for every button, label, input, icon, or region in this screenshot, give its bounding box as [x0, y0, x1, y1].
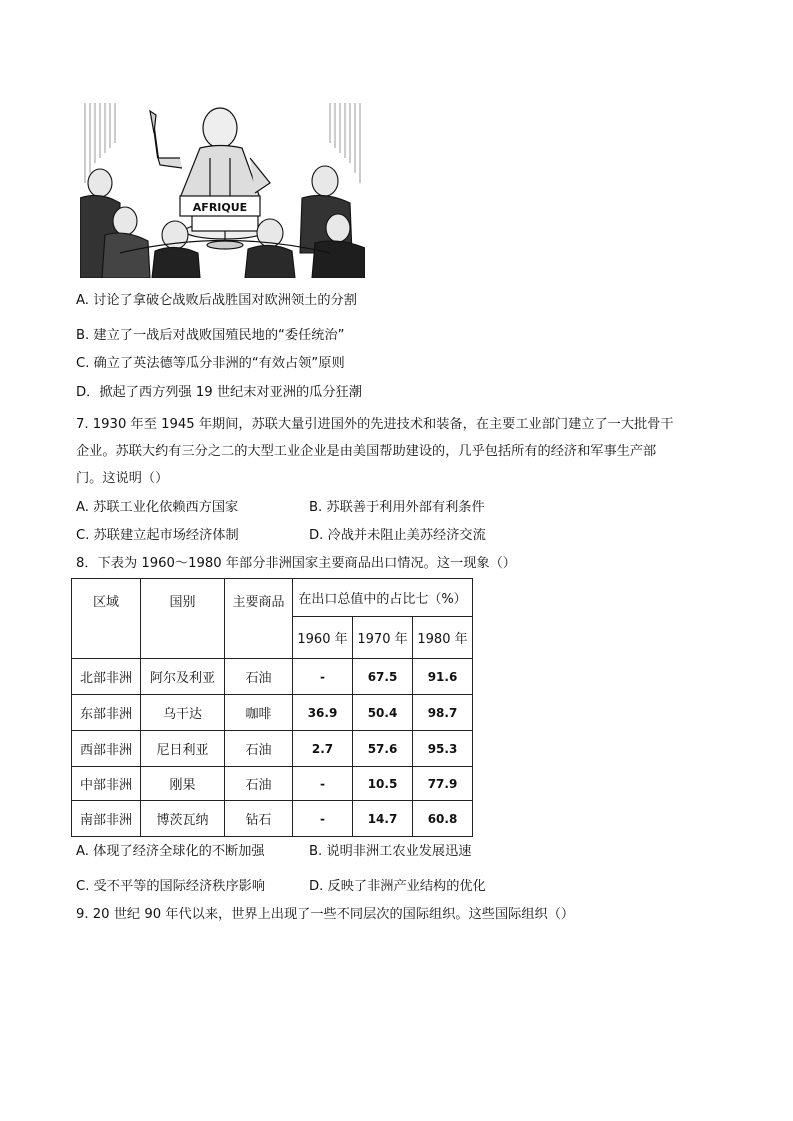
- cell-region: 南部非洲: [72, 801, 141, 837]
- q7-stem-line3: 门。这说明（）: [76, 471, 169, 486]
- header-year-1970: 1970 年: [353, 617, 413, 659]
- header-country: 国别: [141, 579, 225, 659]
- cell-country: 阿尔及利亚: [141, 659, 225, 695]
- cell-1970: 57.6: [353, 731, 413, 767]
- q7-stem-line1: 7. 1930 年至 1945 年期间，苏联大量引进国外的先进技术和装备，在主要工业部门建立了一大批骨干: [76, 417, 674, 432]
- q6-option-a: A. 讨论了拿破仑战败后战胜国对欧洲领土的分割: [76, 293, 357, 308]
- cartoon-illustration: [80, 103, 365, 278]
- export-share-table: [71, 578, 473, 837]
- cell-1980: 98.7: [413, 695, 473, 731]
- cell-country: 博茨瓦纳: [141, 801, 225, 837]
- cell-1980: 60.8: [413, 801, 473, 837]
- table-row: [72, 801, 473, 837]
- cell-country: 尼日利亚: [141, 731, 225, 767]
- q8-option-b: B. 说明非洲工农业发展迅速: [309, 844, 472, 859]
- q6-option-b: B. 建立了一战后对战败国殖民地的“委任统治”: [76, 328, 345, 343]
- table-row: [72, 731, 473, 767]
- header-commodity: 主要商品: [225, 579, 293, 659]
- cell-1980: 95.3: [413, 731, 473, 767]
- cell-commodity: 石油: [225, 659, 293, 695]
- q8-option-a: A. 体现了经济全球化的不断加强: [76, 844, 265, 859]
- cartoon-sign-text: AFRIQUE: [192, 201, 248, 214]
- cell-1960: -: [293, 767, 353, 801]
- cell-1960: -: [293, 801, 353, 837]
- cell-1970: 50.4: [353, 695, 413, 731]
- cell-commodity: 石油: [225, 731, 293, 767]
- q6-option-d: D．掀起了西方列强 19 世纪末对亚洲的瓜分狂潮: [76, 385, 362, 400]
- q7-option-c: C. 苏联建立起市场经济体制: [76, 528, 239, 543]
- cell-commodity: 石油: [225, 767, 293, 801]
- table-row: [72, 659, 473, 695]
- cell-region: 中部非洲: [72, 767, 141, 801]
- cell-region: 北部非洲: [72, 659, 141, 695]
- header-region: 区域: [72, 579, 141, 659]
- q8-option-c: C. 受不平等的国际经济秩序影响: [76, 879, 266, 894]
- header-year-1960: 1960 年: [293, 617, 353, 659]
- cell-1980: 77.9: [413, 767, 473, 801]
- q8-option-d: D. 反映了非洲产业结构的优化: [309, 879, 486, 894]
- cell-1970: 14.7: [353, 801, 413, 837]
- cell-commodity: 钻石: [225, 801, 293, 837]
- q7-option-a: A. 苏联工业化依赖西方国家: [76, 500, 239, 515]
- cell-1960: -: [293, 659, 353, 695]
- table-row: [72, 695, 473, 731]
- header-year-1980: 1980 年: [413, 617, 473, 659]
- header-share: 在出口总值中的占比七（%）: [293, 579, 473, 617]
- cell-1970: 10.5: [353, 767, 413, 801]
- cell-1960: 2.7: [293, 731, 353, 767]
- cell-country: 刚果: [141, 767, 225, 801]
- cell-region: 西部非洲: [72, 731, 141, 767]
- q8-stem: 8．下表为 1960～1980 年部分非洲国家主要商品出口情况。这一现象（）: [76, 556, 516, 571]
- q7-stem-line2: 企业。苏联大约有三分之二的大型工业企业是由美国帮助建设的，几乎包括所有的经济和军事生产部: [76, 444, 657, 459]
- cell-1960: 36.9: [293, 695, 353, 731]
- cell-region: 东部非洲: [72, 695, 141, 731]
- cell-country: 乌干达: [141, 695, 225, 731]
- table-row: [72, 767, 473, 801]
- cell-1970: 67.5: [353, 659, 413, 695]
- cell-commodity: 咖啡: [225, 695, 293, 731]
- q7-option-b: B. 苏联善于利用外部有利条件: [309, 500, 485, 515]
- q9-stem: 9. 20 世纪 90 年代以来，世界上出现了一些不同层次的国际组织。这些国际组织（）: [76, 907, 575, 922]
- cell-1980: 91.6: [413, 659, 473, 695]
- q6-option-c: C. 确立了英法德等瓜分非洲的“有效占领”原则: [76, 356, 345, 371]
- q7-option-d: D. 冷战并未阻止美苏经济交流: [309, 528, 486, 543]
